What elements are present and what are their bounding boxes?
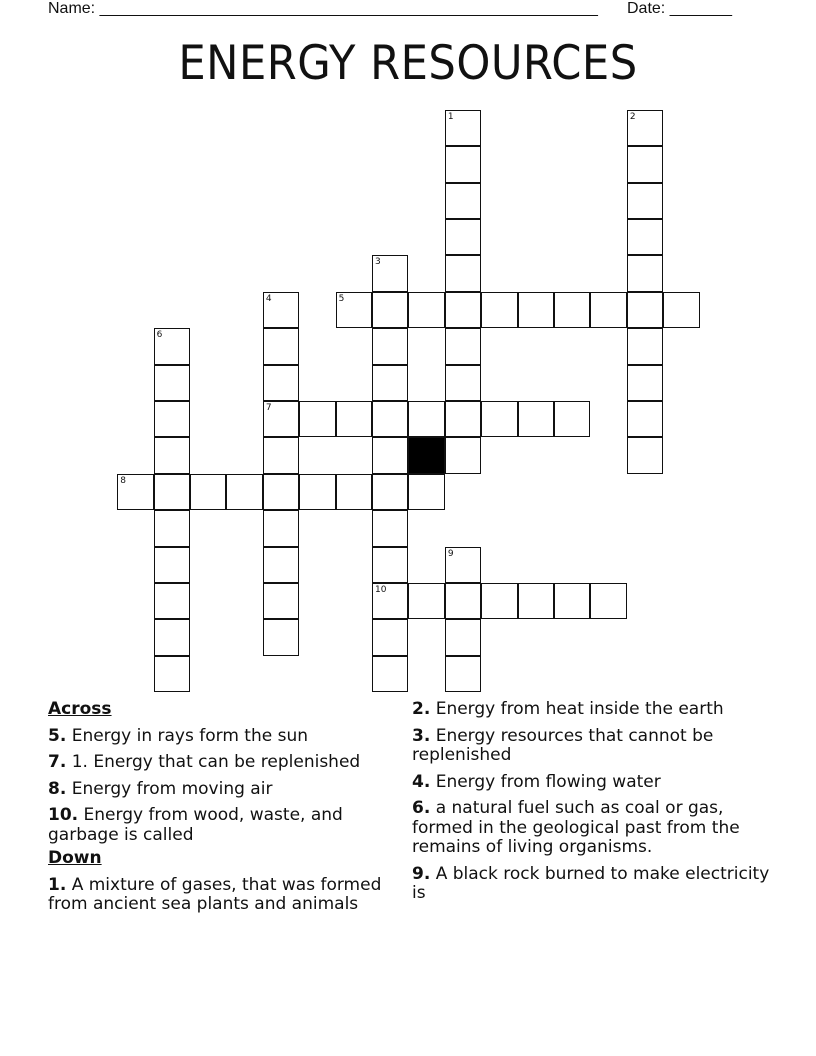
crossword-cell[interactable] xyxy=(372,365,408,401)
crossword-cell[interactable] xyxy=(154,474,190,510)
crossword-cell[interactable] xyxy=(190,474,226,510)
clue-across-10 xyxy=(48,806,408,845)
clue-down-4 xyxy=(412,773,772,793)
crossword-cell[interactable] xyxy=(154,365,190,401)
clue-number: 1. xyxy=(48,874,67,895)
crossword-cell[interactable] xyxy=(590,292,626,328)
crossword-cell[interactable] xyxy=(408,401,444,437)
clue-down-3 xyxy=(412,727,772,766)
crossword-cell[interactable] xyxy=(554,583,590,619)
page-title: ENERGY RESOURCES xyxy=(178,36,638,91)
clue-down-9 xyxy=(412,865,772,904)
clue-text: Energy from wood, waste, and garbage is called xyxy=(48,805,343,845)
clue-number-label: 7 xyxy=(265,402,272,413)
clue-number: 4. xyxy=(412,771,431,792)
name-field[interactable]: Name: ________________________________________________________ xyxy=(48,0,598,17)
crossword-cell[interactable] xyxy=(408,474,444,510)
crossword-cell[interactable] xyxy=(372,328,408,364)
crossword-cell[interactable] xyxy=(627,328,663,364)
clue-number-label: 2 xyxy=(629,111,636,122)
crossword-cell[interactable] xyxy=(372,292,408,328)
crossword-cell[interactable] xyxy=(154,583,190,619)
crossword-cell[interactable] xyxy=(226,474,262,510)
clue-number: 2. xyxy=(412,699,431,719)
clue-down-2 xyxy=(412,700,772,720)
clue-number: 5. xyxy=(48,725,67,746)
crossword-cell[interactable] xyxy=(518,401,554,437)
crossword-cell[interactable] xyxy=(481,401,517,437)
crossword-cell[interactable] xyxy=(154,401,190,437)
crossword-cell[interactable] xyxy=(481,583,517,619)
clue-number: 6. xyxy=(412,798,431,818)
crossword-cell[interactable] xyxy=(263,328,299,364)
crossword-cell[interactable] xyxy=(408,292,444,328)
across-heading: Across xyxy=(48,699,112,719)
crossword-cell[interactable] xyxy=(445,365,481,401)
clue-number: 9. xyxy=(412,863,431,884)
crossword-cell[interactable] xyxy=(299,401,335,437)
crossword-cell[interactable] xyxy=(299,474,335,510)
crossword-cell[interactable] xyxy=(445,437,481,473)
crossword-cell[interactable] xyxy=(627,146,663,182)
crossword-cell[interactable] xyxy=(445,583,481,619)
crossword-cell[interactable] xyxy=(627,255,663,291)
clue-text: A mixture of gases, that was formed from ancient sea plants and animals xyxy=(48,874,382,914)
crossword-cell[interactable] xyxy=(336,401,372,437)
clue-number: 7. xyxy=(48,752,67,772)
crossword-cell[interactable] xyxy=(154,547,190,583)
crossword-cell[interactable] xyxy=(627,110,663,146)
clue-number: 3. xyxy=(412,725,431,746)
date-field[interactable]: Date: _______ xyxy=(627,0,732,17)
crossword-cell[interactable] xyxy=(481,292,517,328)
crossword-cell[interactable] xyxy=(627,292,663,328)
crossword-cell[interactable] xyxy=(263,474,299,510)
crossword-cell[interactable] xyxy=(154,328,190,364)
crossword-cell[interactable] xyxy=(263,583,299,619)
clue-number-label: 10 xyxy=(375,584,387,595)
clue-text: a natural fuel such as coal or gas, formed in the geological past from the remains of living organisms. xyxy=(412,798,740,857)
crossword-cell[interactable] xyxy=(372,619,408,655)
crossword-cell[interactable] xyxy=(263,365,299,401)
crossword-cell[interactable] xyxy=(372,474,408,510)
crossword-cell[interactable] xyxy=(518,292,554,328)
crossword-cell[interactable] xyxy=(627,219,663,255)
crossword-cell[interactable] xyxy=(372,583,408,619)
clue-number-label: 3 xyxy=(375,257,381,268)
crossword-cell[interactable] xyxy=(263,401,299,437)
crossword-cell[interactable] xyxy=(445,547,481,583)
clue-text: Energy from flowing water xyxy=(435,771,661,792)
crossword-cell[interactable] xyxy=(445,619,481,655)
crossword-cell[interactable] xyxy=(445,219,481,255)
crossword-cell[interactable] xyxy=(154,619,190,655)
crossword-cell[interactable] xyxy=(408,583,444,619)
crossword-cell[interactable] xyxy=(590,583,626,619)
crossword-cell[interactable] xyxy=(263,510,299,546)
clues-left-column xyxy=(48,700,408,922)
crossword-cell[interactable] xyxy=(445,656,481,692)
crossword-cell[interactable] xyxy=(263,292,299,328)
clue-number-label: 6 xyxy=(156,330,163,341)
crossword-cell[interactable] xyxy=(445,255,481,291)
clue-text: Energy from heat inside the earth xyxy=(435,699,724,719)
crossword-cell[interactable] xyxy=(627,365,663,401)
crossword-cell[interactable] xyxy=(663,292,699,328)
clue-number-label: 4 xyxy=(265,293,272,304)
crossword-cell[interactable] xyxy=(372,547,408,583)
crossword-cell[interactable] xyxy=(372,437,408,473)
clue-across-5 xyxy=(48,727,408,747)
crossword-cell[interactable] xyxy=(554,292,590,328)
clue-down-6 xyxy=(412,799,772,858)
crossword-cell[interactable] xyxy=(627,437,663,473)
crossword-cell[interactable] xyxy=(154,656,190,692)
clue-across-7 xyxy=(48,753,408,773)
crossword-cell[interactable] xyxy=(263,437,299,473)
crossword-cell[interactable] xyxy=(372,255,408,291)
crossword-cell[interactable] xyxy=(627,183,663,219)
down-heading: Down xyxy=(48,848,102,868)
clue-down-1 xyxy=(48,876,408,915)
clue-number-label: 5 xyxy=(338,293,345,304)
crossword-cell[interactable] xyxy=(336,474,372,510)
crossword-cell[interactable] xyxy=(154,437,190,473)
clue-text: Energy in rays form the sun xyxy=(71,725,309,746)
crossword-cell[interactable] xyxy=(263,619,299,655)
clue-across-8 xyxy=(48,780,408,800)
crossword-cell[interactable] xyxy=(445,328,481,364)
crossword-cell[interactable] xyxy=(117,474,153,510)
clue-text: Energy resources that cannot be replenished xyxy=(412,725,714,765)
crossword-cell[interactable] xyxy=(372,401,408,437)
crossword-cell[interactable] xyxy=(263,547,299,583)
crossword-cell[interactable] xyxy=(445,292,481,328)
crossword-cell[interactable] xyxy=(445,183,481,219)
crossword-cell[interactable] xyxy=(627,401,663,437)
clues-right-column xyxy=(412,700,772,911)
crossword-cell[interactable] xyxy=(154,510,190,546)
clue-text: Energy from moving air xyxy=(71,778,273,799)
crossword-cell[interactable] xyxy=(445,146,481,182)
crossword-cell[interactable] xyxy=(445,401,481,437)
crossword-cell[interactable] xyxy=(518,583,554,619)
crossword-cell[interactable] xyxy=(445,110,481,146)
crossword-cell[interactable] xyxy=(554,401,590,437)
crossword-cell[interactable] xyxy=(372,656,408,692)
crossword-cell[interactable] xyxy=(336,292,372,328)
clue-number-label: 1 xyxy=(447,111,454,122)
clue-number: 8. xyxy=(48,778,67,799)
crossword-block-cell xyxy=(408,437,444,473)
clue-text: 1. Energy that can be replenished xyxy=(71,752,361,772)
clue-text: A black rock burned to make electricity is xyxy=(412,863,770,903)
clue-number: 10. xyxy=(48,805,79,825)
crossword-cell[interactable] xyxy=(372,510,408,546)
clue-number-label: 8 xyxy=(120,475,126,486)
clue-number-label: 9 xyxy=(447,548,454,559)
